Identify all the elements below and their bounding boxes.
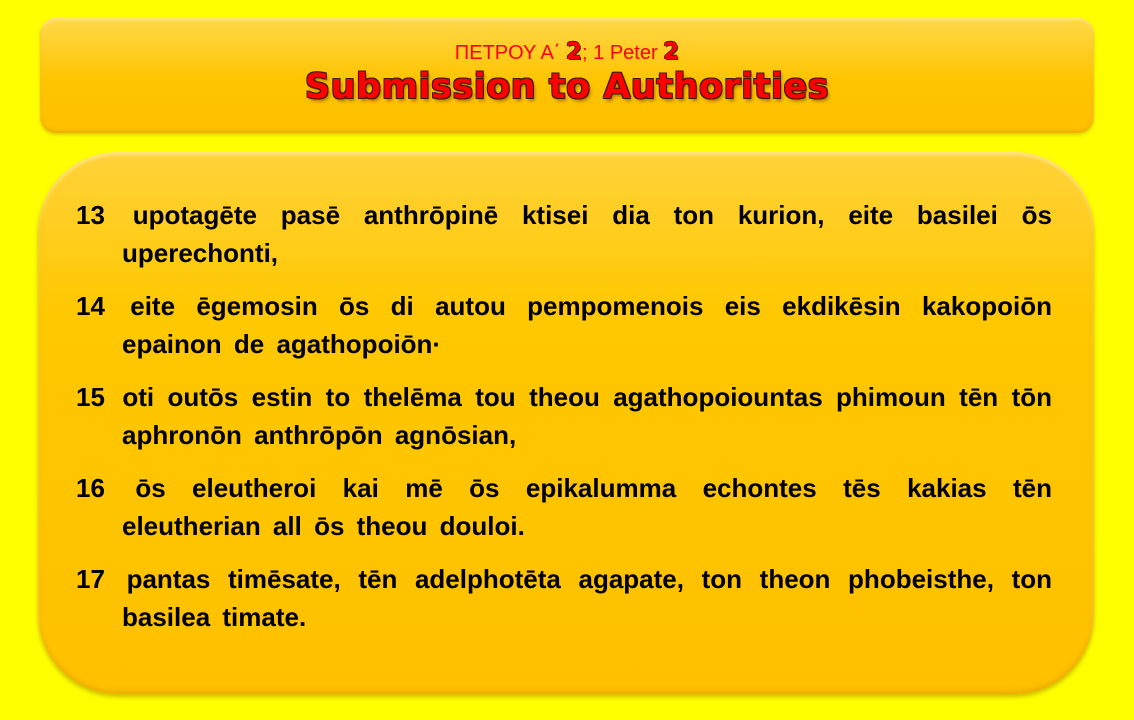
title-banner [40,18,1094,133]
verse-13 [76,196,1052,272]
verse-number: 14 [76,291,105,321]
scripture-reference [455,40,679,65]
verse-text: eite ēgemosin ōs di autou pempomenois eis ekdikēsin kakopoiōn epainon de agathopoiōn· [122,291,1052,359]
verse-16 [76,469,1052,545]
verse-number: 13 [76,200,105,230]
reference-chapter-english: 2 [663,39,680,65]
verse-text: pantas timēsate, tēn adelphotēta agapate, ton theon phobeisthe, ton basilea timate. [122,564,1052,632]
verse-number: 16 [76,473,105,503]
reference-greek-book: ΠΕΤΡΟΥ Α΄ [454,42,567,64]
verse-text: oti outōs estin to thelēma tou theou agathopoiountas phimoun tēn tōn aphronōn anthrōpōn agnōsian, [122,382,1052,450]
verse-17 [76,560,1052,636]
page-title: Submission to Authorities [304,67,830,107]
verse-number: 17 [76,564,105,594]
verse-panel [38,152,1094,694]
verse-text: upotagēte pasē anthrōpinē ktisei dia ton kurion, eite basilei ōs uperechonti, [122,200,1052,268]
verse-14 [76,287,1052,363]
reference-english-book: ; 1 Peter [582,42,664,64]
verse-15 [76,378,1052,454]
verse-number: 15 [76,382,105,412]
reference-chapter-greek: 2 [566,39,583,65]
verse-text: ōs eleutheroi kai mē ōs epikalumma echontes tēs kakias tēn eleutherian all ōs theou douloi. [122,473,1052,541]
